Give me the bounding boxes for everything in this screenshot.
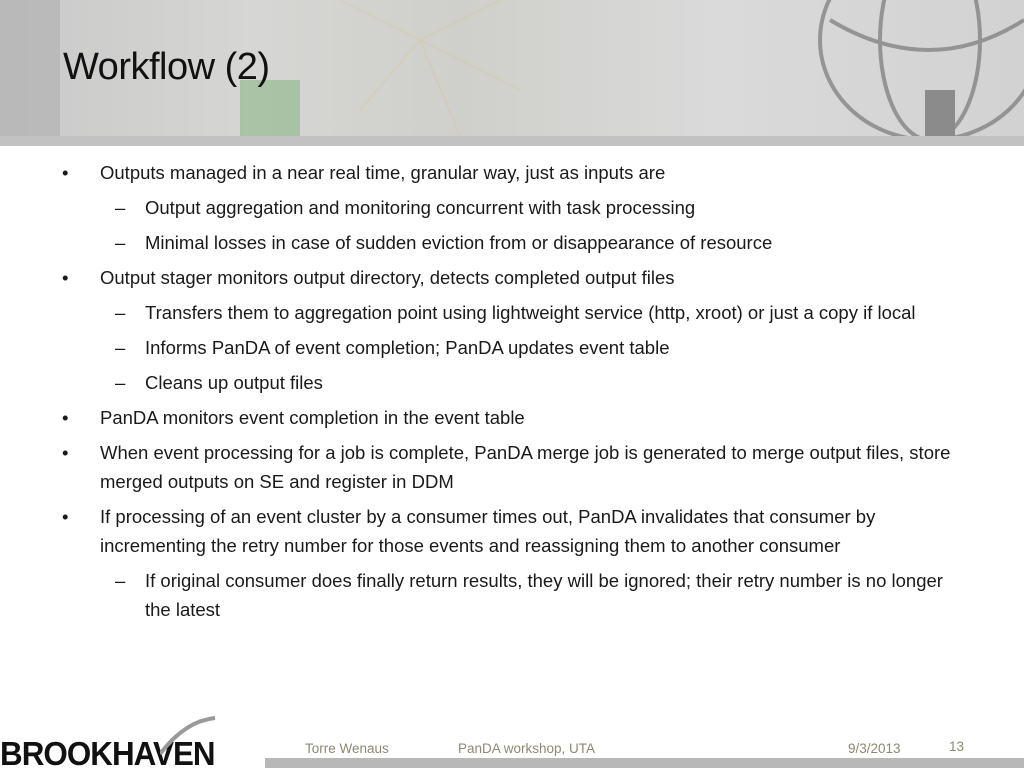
bullet-text: Output stager monitors output directory, detects completed output files	[100, 267, 675, 288]
sub-bullet-item	[0, 333, 1024, 362]
bullet-text: If original consumer does finally return results, they will be ignored; their retry number is no longer the latest	[145, 570, 943, 620]
footer-bar	[265, 758, 1024, 768]
dash-icon: –	[115, 372, 126, 393]
bullet-text: PanDA monitors event completion in the event table	[100, 407, 525, 428]
bullet-text: Minimal losses in case of sudden eviction from or disappearance of resource	[145, 232, 773, 253]
logo-swoosh-icon	[160, 716, 220, 756]
slide-body	[0, 158, 1024, 624]
bullet-icon: •	[62, 506, 69, 527]
bullet-item	[0, 158, 1024, 187]
sub-bullet-item	[0, 228, 1024, 257]
bullet-item	[0, 263, 1024, 292]
bullet-item	[0, 403, 1024, 432]
bullet-text: If processing of an event cluster by a consumer times out, PanDA invalidates that consumer by incrementing the retry number for those events and reassigning them to another consumer	[100, 506, 876, 556]
slide-number: 13	[949, 739, 965, 754]
footer-author: Torre Wenaus	[305, 741, 389, 756]
bullet-text: When event processing for a job is complete, PanDA merge job is generated to merge output files, store merged outputs on SE and register in DDM	[100, 442, 951, 492]
bullet-text: Cleans up output files	[145, 372, 323, 393]
footer-date: 9/3/2013	[848, 741, 901, 756]
dash-icon: –	[115, 570, 126, 591]
sub-bullet-item	[0, 193, 1024, 222]
bullet-icon: •	[62, 267, 69, 288]
bullet-item	[0, 438, 1024, 496]
bullet-icon: •	[62, 407, 69, 428]
dash-icon: –	[115, 337, 126, 358]
bullet-text: Transfers them to aggregation point using lightweight service (http, xroot) or just a copy if local	[145, 302, 916, 323]
dash-icon: –	[115, 197, 126, 218]
bullet-text: Output aggregation and monitoring concurrent with task processing	[145, 197, 696, 218]
footer-event: PanDA workshop, UTA	[458, 741, 596, 756]
bullet-text: Informs PanDA of event completion; PanDA updates event table	[145, 337, 670, 358]
slide-title: Workflow (2)	[63, 46, 270, 88]
sub-bullet-item	[0, 566, 1024, 624]
header-banner	[0, 0, 1024, 136]
header-divider	[0, 136, 1024, 146]
dash-icon: –	[115, 302, 126, 323]
dash-icon: –	[115, 232, 126, 253]
bullet-icon: •	[62, 442, 69, 463]
bullet-item	[0, 502, 1024, 560]
sub-bullet-item	[0, 368, 1024, 397]
bullet-text: Outputs managed in a near real time, granular way, just as inputs are	[100, 162, 666, 183]
brookhaven-logo: BROOKHAVEN	[0, 735, 215, 772]
bullet-icon: •	[62, 162, 69, 183]
sub-bullet-item	[0, 298, 1024, 327]
